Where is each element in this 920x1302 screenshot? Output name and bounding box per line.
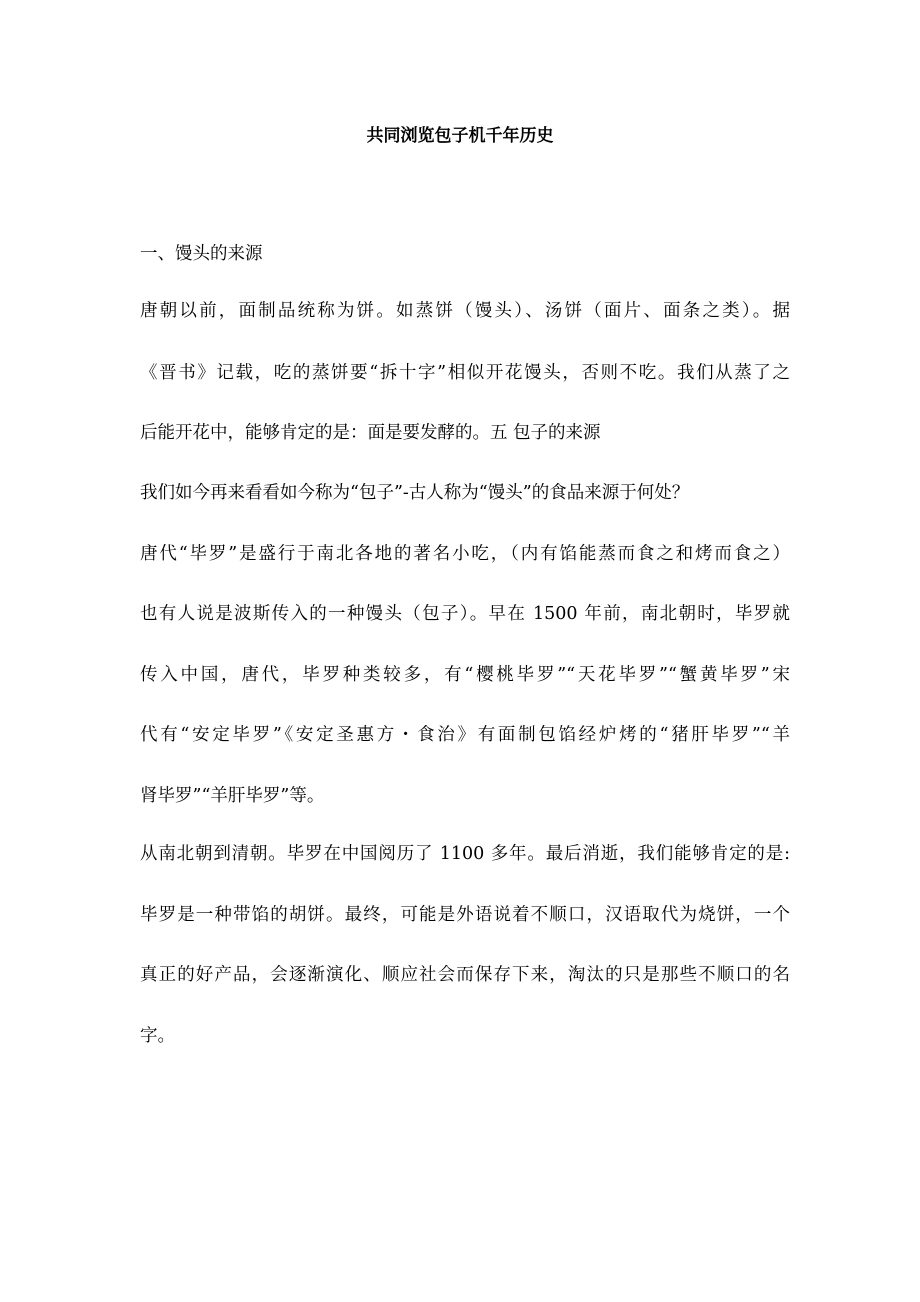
paragraph-4-line-4: 字。: [140, 1026, 175, 1046]
paragraph-1-line-2: 《晋书》记载，吃的蒸饼要“拆十字”相似开花馒头，否则不吃。我们从蒸了之: [140, 363, 790, 383]
paragraph-4-line-3: 真正的好产品，会逐渐演化、顺应社会而保存下来，淘汰的只是那些不顺口的名: [140, 965, 790, 985]
section-heading: 一、馒头的来源: [140, 244, 263, 264]
paragraph-1-line-1: 唐朝以前，面制品统称为饼。如蒸饼（馒头）、汤饼（面片、面条之类）。据: [140, 301, 790, 321]
paragraph-3-line-1: 唐代“毕罗”是盛行于南北各地的著名小吃，（内有馅能蒸而食之和烤而食之）: [140, 544, 790, 564]
paragraph-3-line-3: 传入中国，唐代，毕罗种类较多，有“樱桃毕罗”“天花毕罗”“蟹黄毕罗”宋: [140, 665, 790, 685]
paragraph-3-line-2: 也有人说是波斯传入的一种馒头（包子）。早在 1500 年前，南北朝时，毕罗就: [140, 604, 790, 624]
paragraph-1-line-3: 后能开花中，能够肯定的是：面是要发酵的。五 包子的来源: [140, 423, 601, 443]
paragraph-3-line-4: 代有“安定毕罗”《安定圣惠方・食治》有面制包馅经炉烤的“猪肝毕罗”“羊: [140, 725, 790, 745]
paragraph-4-line-2: 毕罗是一种带馅的胡饼。最终，可能是外语说着不顺口，汉语取代为烧饼，一个: [140, 905, 790, 925]
page-title: 共同浏览包子机千年历史: [366, 126, 554, 146]
paragraph-3-line-5: 肾毕罗”“羊肝毕罗”等。: [140, 786, 325, 806]
paragraph-4-line-1: 从南北朝到清朝。毕罗在中国阅历了 1100 多年。最后消逝，我们能够肯定的是:: [140, 844, 790, 864]
paragraph-2-line-1: 我们如今再来看看如今称为“包子”-古人称为“馒头”的食品来源于何处？: [140, 483, 690, 503]
